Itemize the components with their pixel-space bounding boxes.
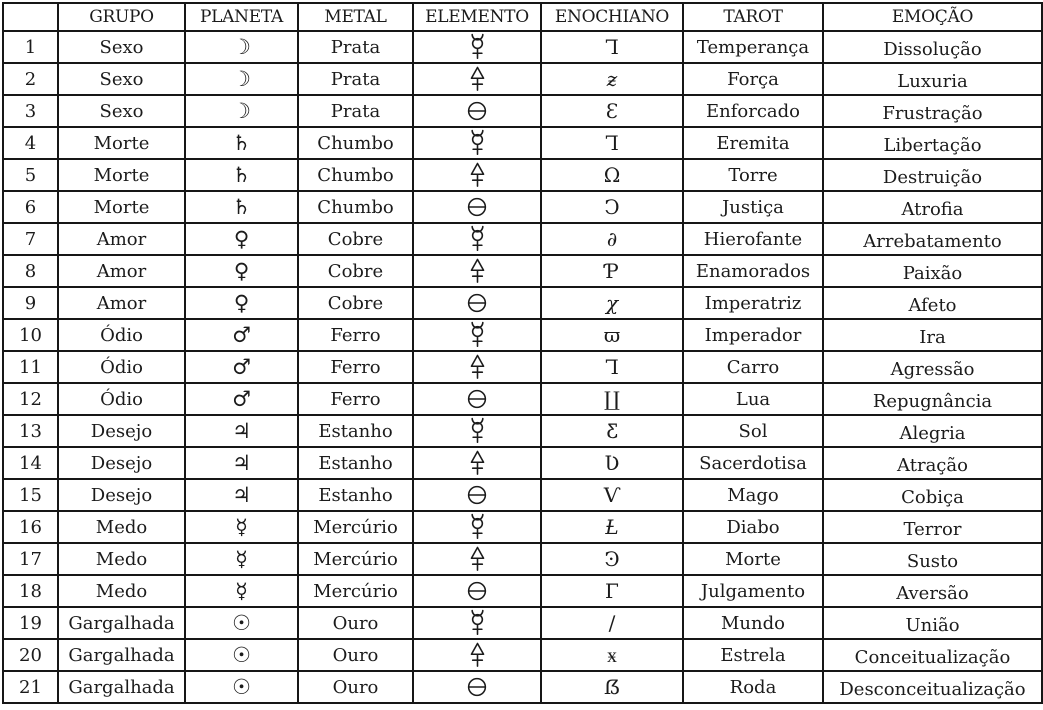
group-cell: Sexo — [58, 63, 185, 95]
group-cell: Amor — [58, 255, 185, 287]
planet-cell — [185, 479, 298, 511]
element-cell — [413, 447, 541, 479]
planet-cell — [185, 351, 298, 383]
table-row — [3, 447, 1042, 479]
emotion-cell: Frustração — [823, 95, 1042, 127]
element-cell — [413, 511, 541, 543]
venus-icon: ♀ — [233, 226, 250, 251]
enochian-cell — [541, 575, 683, 607]
group-cell: Morte — [58, 159, 185, 191]
salt-icon — [467, 677, 487, 697]
mercury-principle-icon — [468, 321, 487, 349]
mercury-principle-icon — [468, 513, 487, 541]
emotion-cell: Afeto — [823, 287, 1042, 319]
planet-cell — [185, 383, 298, 415]
group-cell: Gargalhada — [58, 671, 185, 703]
table-row — [3, 127, 1042, 159]
group-cell: Ódio — [58, 351, 185, 383]
table-row — [3, 159, 1042, 191]
table-row — [3, 415, 1042, 447]
group-cell: Gargalhada — [58, 607, 185, 639]
metal-cell: Estanho — [298, 447, 413, 479]
tarot-cell: Torre — [683, 159, 823, 191]
group-cell: Desejo — [58, 479, 185, 511]
row-number-cell: 8 — [3, 255, 58, 287]
group-cell: Amor — [58, 287, 185, 319]
enochian-cell — [541, 63, 683, 95]
row-number-cell: 10 — [3, 319, 58, 351]
column-header-elemento: ELEMENTO — [413, 3, 541, 31]
emotion-cell: Alegria — [823, 415, 1042, 447]
enochian-cell — [541, 287, 683, 319]
jupiter-icon: ♃ — [232, 418, 251, 443]
tarot-cell: Julgamento — [683, 575, 823, 607]
emotion-cell: Cobiça — [823, 479, 1042, 511]
row-number-cell: 4 — [3, 127, 58, 159]
emotion-cell: Destruição — [823, 159, 1042, 191]
planet-cell — [185, 31, 298, 63]
tarot-cell: Carro — [683, 351, 823, 383]
table-row — [3, 383, 1042, 415]
emotion-cell: Aversão — [823, 575, 1042, 607]
table-body — [3, 31, 1042, 703]
group-cell: Medo — [58, 511, 185, 543]
enochian-cell — [541, 127, 683, 159]
row-number-cell: 16 — [3, 511, 58, 543]
enochian-cell — [541, 447, 683, 479]
emotion-cell: Repugnância — [823, 383, 1042, 415]
row-number-cell: 20 — [3, 639, 58, 671]
row-number-cell: 1 — [3, 31, 58, 63]
element-cell — [413, 671, 541, 703]
metal-cell: Cobre — [298, 287, 413, 319]
enochian-letter-glyph: Ͻ — [604, 195, 620, 219]
metal-cell: Ouro — [298, 671, 413, 703]
row-number-cell: 7 — [3, 223, 58, 255]
group-cell: Desejo — [58, 415, 185, 447]
planet-cell — [185, 575, 298, 607]
enochian-cell — [541, 95, 683, 127]
moon-icon: ☽ — [232, 34, 251, 59]
tarot-cell: Roda — [683, 671, 823, 703]
group-cell: Medo — [58, 543, 185, 575]
sun-icon: ☉ — [232, 642, 251, 667]
group-cell: Morte — [58, 127, 185, 159]
element-cell — [413, 319, 541, 351]
table-row — [3, 255, 1042, 287]
planet-cell — [185, 127, 298, 159]
element-cell — [413, 223, 541, 255]
enochian-letter-glyph: Ƚ — [605, 515, 619, 539]
table-row — [3, 287, 1042, 319]
enochian-cell — [541, 607, 683, 639]
sulfur-icon — [468, 642, 487, 668]
emotion-cell: Paixão — [823, 255, 1042, 287]
metal-cell: Ouro — [298, 639, 413, 671]
metal-cell: Mercúrio — [298, 511, 413, 543]
table-row — [3, 671, 1042, 703]
tarot-cell: Enamorados — [683, 255, 823, 287]
planet-cell — [185, 159, 298, 191]
table-header-row — [3, 3, 1042, 31]
tarot-cell: Hierofante — [683, 223, 823, 255]
enochian-letter-glyph: Ѵ — [603, 483, 621, 507]
planet-cell — [185, 63, 298, 95]
table-row — [3, 95, 1042, 127]
element-cell — [413, 639, 541, 671]
column-header-grupo: GRUPO — [58, 3, 185, 31]
row-number-cell: 18 — [3, 575, 58, 607]
column-header-tarot: TAROT — [683, 3, 823, 31]
enochian-letter-glyph: ӿ — [607, 643, 617, 667]
mercury-icon: ☿ — [235, 546, 248, 571]
salt-icon — [467, 389, 487, 409]
element-cell — [413, 159, 541, 191]
metal-cell: Prata — [298, 95, 413, 127]
sulfur-icon — [468, 66, 487, 92]
table-row — [3, 31, 1042, 63]
saturn-icon: ♄ — [232, 130, 251, 155]
salt-icon — [467, 197, 487, 217]
planet-cell — [185, 255, 298, 287]
venus-icon: ♀ — [233, 258, 250, 283]
enochian-cell — [541, 31, 683, 63]
mars-icon: ♂ — [232, 322, 251, 347]
enochian-letter-glyph: Ͽ — [604, 547, 620, 571]
mercury-principle-icon — [468, 417, 487, 445]
tarot-cell: Mundo — [683, 607, 823, 639]
enochian-letter-glyph: Ɛ — [605, 99, 619, 123]
tarot-cell: Sol — [683, 415, 823, 447]
group-cell: Amor — [58, 223, 185, 255]
enochian-cell — [541, 543, 683, 575]
row-number-cell: 3 — [3, 95, 58, 127]
metal-cell: Mercúrio — [298, 543, 413, 575]
enochian-letter-glyph: Γ — [605, 355, 619, 379]
enochian-letter-glyph: Ʋ — [604, 451, 620, 475]
table-row — [3, 639, 1042, 671]
table-row — [3, 479, 1042, 511]
salt-icon — [467, 581, 487, 601]
planet-cell — [185, 639, 298, 671]
enochian-letter-glyph: Ω — [603, 163, 621, 187]
planet-cell — [185, 287, 298, 319]
element-cell — [413, 479, 541, 511]
saturn-icon: ♄ — [232, 162, 251, 187]
planet-cell — [185, 319, 298, 351]
column-header-enochiano: ENOCHIANO — [541, 3, 683, 31]
enochian-cell — [541, 159, 683, 191]
sulfur-icon — [468, 450, 487, 476]
sulfur-icon — [468, 546, 487, 572]
table-row — [3, 607, 1042, 639]
element-cell — [413, 127, 541, 159]
enochian-letter-glyph: Ƥ — [605, 259, 619, 283]
metal-cell: Estanho — [298, 479, 413, 511]
metal-cell: Cobre — [298, 255, 413, 287]
group-cell: Ódio — [58, 319, 185, 351]
enochian-cell — [541, 191, 683, 223]
row-number-cell: 12 — [3, 383, 58, 415]
mercury-icon: ☿ — [235, 514, 248, 539]
emotion-cell: Libertação — [823, 127, 1042, 159]
element-cell — [413, 415, 541, 447]
element-cell — [413, 351, 541, 383]
salt-icon — [467, 485, 487, 505]
row-number-cell: 13 — [3, 415, 58, 447]
tarot-cell: Imperatriz — [683, 287, 823, 319]
tarot-cell: Imperador — [683, 319, 823, 351]
enochian-cell — [541, 415, 683, 447]
column-header-index — [3, 3, 58, 31]
sulfur-icon — [468, 162, 487, 188]
column-header-metal: METAL — [298, 3, 413, 31]
enochian-letter-glyph: ∂ — [606, 227, 618, 251]
metal-cell: Chumbo — [298, 127, 413, 159]
emotion-cell: Dissolução — [823, 31, 1042, 63]
enochian-letter-glyph: Ƹ — [606, 419, 618, 443]
table-row — [3, 543, 1042, 575]
moon-icon: ☽ — [232, 66, 251, 91]
row-number-cell: 17 — [3, 543, 58, 575]
enochian-cell — [541, 671, 683, 703]
column-header-emocao: EMOÇÃO — [823, 3, 1042, 31]
row-number-cell: 2 — [3, 63, 58, 95]
emotion-cell: Conceitualização — [823, 639, 1042, 671]
element-cell — [413, 543, 541, 575]
enochian-letter-glyph: Γ — [605, 131, 619, 155]
table-row — [3, 351, 1042, 383]
mercury-icon: ☿ — [235, 578, 248, 603]
metal-cell: Ferro — [298, 351, 413, 383]
tarot-cell: Sacerdotisa — [683, 447, 823, 479]
enochian-cell — [541, 351, 683, 383]
metal-cell: Ouro — [298, 607, 413, 639]
table-row — [3, 191, 1042, 223]
enochian-letter-glyph: χ — [605, 291, 619, 315]
emotion-cell: Arrebatamento — [823, 223, 1042, 255]
enochian-letter-glyph: Γ — [605, 35, 619, 59]
enochian-letter-glyph: ϖ — [603, 323, 621, 347]
saturn-icon: ♄ — [232, 194, 251, 219]
emotion-cell: Agressão — [823, 351, 1042, 383]
tarot-cell: Morte — [683, 543, 823, 575]
planet-cell — [185, 607, 298, 639]
row-number-cell: 15 — [3, 479, 58, 511]
element-cell — [413, 575, 541, 607]
emotion-cell: União — [823, 607, 1042, 639]
tarot-cell: Diabo — [683, 511, 823, 543]
group-cell: Medo — [58, 575, 185, 607]
element-cell — [413, 95, 541, 127]
group-cell: Gargalhada — [58, 639, 185, 671]
enochian-cell — [541, 511, 683, 543]
mercury-principle-icon — [468, 129, 487, 157]
row-number-cell: 9 — [3, 287, 58, 319]
emotion-cell: Terror — [823, 511, 1042, 543]
tarot-cell: Força — [683, 63, 823, 95]
mars-icon: ♂ — [232, 386, 251, 411]
metal-cell: Ferro — [298, 383, 413, 415]
metal-cell: Estanho — [298, 415, 413, 447]
enochian-letter-glyph: Γ — [605, 579, 619, 603]
metal-cell: Cobre — [298, 223, 413, 255]
element-cell — [413, 287, 541, 319]
emotion-cell: Atração — [823, 447, 1042, 479]
enochian-cell — [541, 639, 683, 671]
table-row — [3, 223, 1042, 255]
venus-icon: ♀ — [233, 290, 250, 315]
salt-icon — [467, 101, 487, 121]
salt-icon — [467, 293, 487, 313]
planet-cell — [185, 543, 298, 575]
enochian-cell — [541, 223, 683, 255]
row-number-cell: 14 — [3, 447, 58, 479]
emotion-cell: Desconceitualização — [823, 671, 1042, 703]
sulfur-icon — [468, 354, 487, 380]
element-cell — [413, 63, 541, 95]
group-cell: Sexo — [58, 31, 185, 63]
metal-cell: Prata — [298, 31, 413, 63]
planet-cell — [185, 415, 298, 447]
table-row — [3, 575, 1042, 607]
tarot-cell: Lua — [683, 383, 823, 415]
group-cell: Morte — [58, 191, 185, 223]
jupiter-icon: ♃ — [232, 450, 251, 475]
emotion-cell: Susto — [823, 543, 1042, 575]
tarot-cell: Mago — [683, 479, 823, 511]
group-cell: Ódio — [58, 383, 185, 415]
enochian-letter-glyph: ∐ — [604, 387, 620, 411]
sun-icon: ☉ — [232, 610, 251, 635]
metal-cell: Chumbo — [298, 159, 413, 191]
planet-cell — [185, 191, 298, 223]
table-row — [3, 63, 1042, 95]
planet-cell — [185, 511, 298, 543]
mars-icon: ♂ — [232, 354, 251, 379]
tarot-cell: Estrela — [683, 639, 823, 671]
element-cell — [413, 383, 541, 415]
enochian-cell — [541, 479, 683, 511]
mercury-principle-icon — [468, 33, 487, 61]
planet-cell — [185, 223, 298, 255]
enochian-cell — [541, 383, 683, 415]
emotion-cell: Atrofia — [823, 191, 1042, 223]
planet-cell — [185, 447, 298, 479]
sun-icon: ☉ — [232, 674, 251, 699]
emotion-cell: Ira — [823, 319, 1042, 351]
tarot-cell: Enforcado — [683, 95, 823, 127]
metal-cell: Chumbo — [298, 191, 413, 223]
group-cell: Desejo — [58, 447, 185, 479]
row-number-cell: 19 — [3, 607, 58, 639]
tarot-cell: Eremita — [683, 127, 823, 159]
correspondence-table — [2, 2, 1043, 704]
row-number-cell: 5 — [3, 159, 58, 191]
column-header-planeta: PLANETA — [185, 3, 298, 31]
tarot-cell: Justiça — [683, 191, 823, 223]
element-cell — [413, 607, 541, 639]
mercury-principle-icon — [468, 225, 487, 253]
mercury-principle-icon — [468, 609, 487, 637]
jupiter-icon: ♃ — [232, 482, 251, 507]
enochian-letter-glyph: ∕ — [608, 611, 616, 635]
planet-cell — [185, 671, 298, 703]
metal-cell: Mercúrio — [298, 575, 413, 607]
table-row — [3, 319, 1042, 351]
emotion-cell: Luxuria — [823, 63, 1042, 95]
enochian-cell — [541, 319, 683, 351]
table-row — [3, 511, 1042, 543]
enochian-letter-glyph: ẞ — [603, 675, 621, 699]
element-cell — [413, 31, 541, 63]
row-number-cell: 21 — [3, 671, 58, 703]
moon-icon: ☽ — [232, 98, 251, 123]
element-cell — [413, 255, 541, 287]
element-cell — [413, 191, 541, 223]
metal-cell: Prata — [298, 63, 413, 95]
row-number-cell: 6 — [3, 191, 58, 223]
metal-cell: Ferro — [298, 319, 413, 351]
sulfur-icon — [468, 258, 487, 284]
enochian-letter-glyph: ƶ — [606, 67, 618, 91]
row-number-cell: 11 — [3, 351, 58, 383]
tarot-cell: Temperança — [683, 31, 823, 63]
group-cell: Sexo — [58, 95, 185, 127]
planet-cell — [185, 95, 298, 127]
enochian-cell — [541, 255, 683, 287]
